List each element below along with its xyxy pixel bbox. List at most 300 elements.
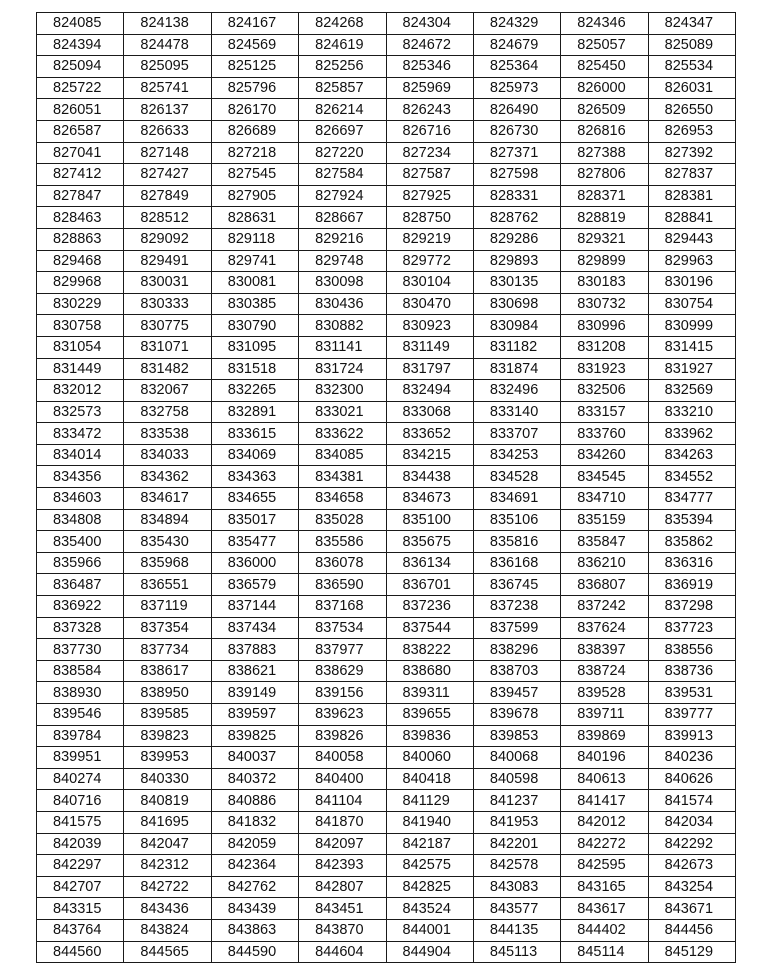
table-cell: 831449 (37, 358, 124, 380)
table-cell: 842707 (37, 876, 124, 898)
table-cell: 837544 (386, 617, 473, 639)
table-cell: 840330 (124, 768, 211, 790)
table-row (37, 725, 736, 747)
table-cell: 834263 (648, 444, 735, 466)
table-cell: 826953 (648, 120, 735, 142)
table-cell: 827545 (211, 164, 298, 186)
table-cell: 824304 (386, 13, 473, 35)
table-cell: 834603 (37, 488, 124, 510)
table-cell: 826051 (37, 99, 124, 121)
table-cell: 841953 (473, 811, 560, 833)
table-cell: 834069 (211, 444, 298, 466)
table-cell: 838222 (386, 639, 473, 661)
table-cell: 825256 (299, 56, 386, 78)
table-cell: 841574 (648, 790, 735, 812)
table-row (37, 747, 736, 769)
table-row (37, 423, 736, 445)
table-cell: 827847 (37, 185, 124, 207)
table-cell: 842097 (299, 833, 386, 855)
table-cell: 829216 (299, 228, 386, 250)
table-cell: 825722 (37, 77, 124, 99)
table-cell: 827427 (124, 164, 211, 186)
table-cell: 836579 (211, 574, 298, 596)
table-row (37, 228, 736, 250)
table-cell: 839156 (299, 682, 386, 704)
table-row (37, 811, 736, 833)
table-cell: 832265 (211, 380, 298, 402)
table-cell: 839655 (386, 704, 473, 726)
table-row (37, 34, 736, 56)
table-row (37, 466, 736, 488)
table-row (37, 293, 736, 315)
table-cell: 824679 (473, 34, 560, 56)
table-cell: 838584 (37, 660, 124, 682)
table-cell: 837534 (299, 617, 386, 639)
table-cell: 831182 (473, 336, 560, 358)
table-cell: 840613 (561, 768, 648, 790)
table-cell: 837624 (561, 617, 648, 639)
table-cell: 838629 (299, 660, 386, 682)
table-cell: 836134 (386, 552, 473, 574)
table-cell: 837723 (648, 617, 735, 639)
table-cell: 829963 (648, 250, 735, 272)
table-row (37, 207, 736, 229)
table-cell: 828631 (211, 207, 298, 229)
table-cell: 826490 (473, 99, 560, 121)
table-cell: 826716 (386, 120, 473, 142)
table-cell: 824478 (124, 34, 211, 56)
table-cell: 831095 (211, 336, 298, 358)
table-cell: 827220 (299, 142, 386, 164)
table-cell: 833962 (648, 423, 735, 445)
table-cell: 842292 (648, 833, 735, 855)
table-cell: 839149 (211, 682, 298, 704)
table-cell: 838950 (124, 682, 211, 704)
table-cell: 837144 (211, 596, 298, 618)
table-cell: 837236 (386, 596, 473, 618)
table-cell: 839836 (386, 725, 473, 747)
table-cell: 840418 (386, 768, 473, 790)
table-cell: 834710 (561, 488, 648, 510)
table-row (37, 855, 736, 877)
table-cell: 838930 (37, 682, 124, 704)
table-cell: 833652 (386, 423, 473, 445)
table-row (37, 876, 736, 898)
table-cell: 834362 (124, 466, 211, 488)
table-cell: 829468 (37, 250, 124, 272)
table-cell: 835816 (473, 531, 560, 553)
table-cell: 839528 (561, 682, 648, 704)
table-cell: 830775 (124, 315, 211, 337)
table-cell: 836168 (473, 552, 560, 574)
table-row (37, 250, 736, 272)
table-row (37, 790, 736, 812)
table-cell: 839913 (648, 725, 735, 747)
table-cell: 843824 (124, 919, 211, 941)
table-cell: 843254 (648, 876, 735, 898)
table-cell: 833622 (299, 423, 386, 445)
table-cell: 825969 (386, 77, 473, 99)
table-cell: 825534 (648, 56, 735, 78)
table-cell: 841129 (386, 790, 473, 812)
table-cell: 843083 (473, 876, 560, 898)
table-cell: 841104 (299, 790, 386, 812)
table-cell: 826000 (561, 77, 648, 99)
table-cell: 828841 (648, 207, 735, 229)
table-cell: 836590 (299, 574, 386, 596)
table-cell: 827371 (473, 142, 560, 164)
table-cell: 843870 (299, 919, 386, 941)
table-cell: 839585 (124, 704, 211, 726)
table-cell: 833615 (211, 423, 298, 445)
table-cell: 839951 (37, 747, 124, 769)
table-cell: 831141 (299, 336, 386, 358)
table-cell: 830081 (211, 272, 298, 294)
table-cell: 845113 (473, 941, 560, 963)
table-cell: 844402 (561, 919, 648, 941)
table-row (37, 531, 736, 553)
table-cell: 839826 (299, 725, 386, 747)
table-cell: 833210 (648, 401, 735, 423)
table-cell: 826633 (124, 120, 211, 142)
table-cell: 828762 (473, 207, 560, 229)
table-cell: 844560 (37, 941, 124, 963)
table-cell: 826214 (299, 99, 386, 121)
table-cell: 827905 (211, 185, 298, 207)
table-cell: 839823 (124, 725, 211, 747)
table-cell: 840598 (473, 768, 560, 790)
table-cell: 841940 (386, 811, 473, 833)
table-cell: 834260 (561, 444, 648, 466)
table-cell: 836316 (648, 552, 735, 574)
table-cell: 830183 (561, 272, 648, 294)
table-cell: 837883 (211, 639, 298, 661)
table-cell: 837354 (124, 617, 211, 639)
table-cell: 824138 (124, 13, 211, 35)
table-cell: 826816 (561, 120, 648, 142)
table-cell: 832758 (124, 401, 211, 423)
table-cell: 838617 (124, 660, 211, 682)
table-cell: 832496 (473, 380, 560, 402)
table-cell: 828512 (124, 207, 211, 229)
table-cell: 836919 (648, 574, 735, 596)
table-cell: 839311 (386, 682, 473, 704)
table-cell: 841832 (211, 811, 298, 833)
table-cell: 825346 (386, 56, 473, 78)
table-cell: 844904 (386, 941, 473, 963)
table-cell: 829118 (211, 228, 298, 250)
table-cell: 839953 (124, 747, 211, 769)
table-cell: 824268 (299, 13, 386, 35)
table-cell: 840372 (211, 768, 298, 790)
table-cell: 839853 (473, 725, 560, 747)
table-cell: 832494 (386, 380, 473, 402)
table-cell: 832569 (648, 380, 735, 402)
table-cell: 827849 (124, 185, 211, 207)
table-cell: 825125 (211, 56, 298, 78)
table-cell: 842722 (124, 876, 211, 898)
table-cell: 837119 (124, 596, 211, 618)
table-cell: 836551 (124, 574, 211, 596)
table-cell: 824569 (211, 34, 298, 56)
table-cell: 836078 (299, 552, 386, 574)
table-cell: 841870 (299, 811, 386, 833)
table-cell: 829219 (386, 228, 473, 250)
table-cell: 842312 (124, 855, 211, 877)
table-cell: 840716 (37, 790, 124, 812)
table-cell: 829893 (473, 250, 560, 272)
table-cell: 837730 (37, 639, 124, 661)
table-row (37, 401, 736, 423)
table-cell: 835159 (561, 509, 648, 531)
table-cell: 835847 (561, 531, 648, 553)
table-cell: 829491 (124, 250, 211, 272)
table-cell: 844456 (648, 919, 735, 941)
table-cell: 830385 (211, 293, 298, 315)
table-cell: 827598 (473, 164, 560, 186)
table-cell: 834673 (386, 488, 473, 510)
table-cell: 825364 (473, 56, 560, 78)
table-cell: 840058 (299, 747, 386, 769)
table-cell: 836745 (473, 574, 560, 596)
table-cell: 830790 (211, 315, 298, 337)
table-cell: 831054 (37, 336, 124, 358)
table-cell: 834617 (124, 488, 211, 510)
table-cell: 833760 (561, 423, 648, 445)
table-cell: 843315 (37, 898, 124, 920)
table-cell: 830436 (299, 293, 386, 315)
table-row (37, 77, 736, 99)
table-cell: 835586 (299, 531, 386, 553)
table-cell: 842187 (386, 833, 473, 855)
table-cell: 827924 (299, 185, 386, 207)
table-cell: 831482 (124, 358, 211, 380)
table-cell: 826689 (211, 120, 298, 142)
table-cell: 833472 (37, 423, 124, 445)
table-cell: 828750 (386, 207, 473, 229)
table-cell: 833021 (299, 401, 386, 423)
table-cell: 833068 (386, 401, 473, 423)
table-cell: 827234 (386, 142, 473, 164)
table-cell: 832300 (299, 380, 386, 402)
table-cell: 837242 (561, 596, 648, 618)
table-cell: 830229 (37, 293, 124, 315)
table-cell: 834655 (211, 488, 298, 510)
table-cell: 835028 (299, 509, 386, 531)
table-row (37, 272, 736, 294)
table-cell: 844135 (473, 919, 560, 941)
table-cell: 839777 (648, 704, 735, 726)
table-cell: 829321 (561, 228, 648, 250)
table-cell: 825089 (648, 34, 735, 56)
table-cell: 824672 (386, 34, 473, 56)
table-cell: 842578 (473, 855, 560, 877)
table-cell: 827392 (648, 142, 735, 164)
table-cell: 843439 (211, 898, 298, 920)
table-cell: 831071 (124, 336, 211, 358)
table-cell: 834528 (473, 466, 560, 488)
table-cell: 827412 (37, 164, 124, 186)
table-cell: 842059 (211, 833, 298, 855)
table-cell: 835394 (648, 509, 735, 531)
table-cell: 841575 (37, 811, 124, 833)
table-cell: 826170 (211, 99, 298, 121)
table-cell: 827218 (211, 142, 298, 164)
table-row (37, 358, 736, 380)
table-cell: 828381 (648, 185, 735, 207)
table-cell: 844590 (211, 941, 298, 963)
table-cell: 839825 (211, 725, 298, 747)
table-row (37, 941, 736, 963)
table-cell: 839678 (473, 704, 560, 726)
table-cell: 833707 (473, 423, 560, 445)
table-cell: 843436 (124, 898, 211, 920)
table-cell: 829748 (299, 250, 386, 272)
table-cell: 835430 (124, 531, 211, 553)
table-cell: 829968 (37, 272, 124, 294)
table-cell: 840819 (124, 790, 211, 812)
table-cell: 832891 (211, 401, 298, 423)
table-cell: 836210 (561, 552, 648, 574)
table-cell: 824346 (561, 13, 648, 35)
table-row (37, 120, 736, 142)
table-cell: 839623 (299, 704, 386, 726)
table-cell: 829899 (561, 250, 648, 272)
table-cell: 835966 (37, 552, 124, 574)
table-cell: 842012 (561, 811, 648, 833)
table-cell: 827584 (299, 164, 386, 186)
table-cell: 839546 (37, 704, 124, 726)
table-cell: 836922 (37, 596, 124, 618)
table-row (37, 574, 736, 596)
table-cell: 840274 (37, 768, 124, 790)
table-row (37, 444, 736, 466)
table-row (37, 768, 736, 790)
table-cell: 841695 (124, 811, 211, 833)
table-cell: 845129 (648, 941, 735, 963)
table-cell: 833157 (561, 401, 648, 423)
table-cell: 825973 (473, 77, 560, 99)
table-cell: 842034 (648, 811, 735, 833)
table-cell: 830135 (473, 272, 560, 294)
table-row (37, 509, 736, 531)
table-cell: 841417 (561, 790, 648, 812)
table-cell: 829286 (473, 228, 560, 250)
table-cell: 827806 (561, 164, 648, 186)
table-cell: 837734 (124, 639, 211, 661)
table-row (37, 164, 736, 186)
table-cell: 837599 (473, 617, 560, 639)
table-cell: 834658 (299, 488, 386, 510)
table-cell: 835675 (386, 531, 473, 553)
table-row (37, 336, 736, 358)
table-cell: 835477 (211, 531, 298, 553)
table-row (37, 488, 736, 510)
table-row (37, 99, 736, 121)
table-row (37, 617, 736, 639)
table-row (37, 898, 736, 920)
table-cell: 826137 (124, 99, 211, 121)
table-cell: 837238 (473, 596, 560, 618)
table-cell: 834253 (473, 444, 560, 466)
table-cell: 840196 (561, 747, 648, 769)
table-cell: 825857 (299, 77, 386, 99)
table-cell: 826730 (473, 120, 560, 142)
table-cell: 828331 (473, 185, 560, 207)
table-cell: 834552 (648, 466, 735, 488)
table-cell: 838680 (386, 660, 473, 682)
table-cell: 824167 (211, 13, 298, 35)
table-cell: 831518 (211, 358, 298, 380)
table-cell: 845114 (561, 941, 648, 963)
table-cell: 827925 (386, 185, 473, 207)
table-cell: 826697 (299, 120, 386, 142)
table-cell: 832012 (37, 380, 124, 402)
table-row (37, 56, 736, 78)
table-cell: 842575 (386, 855, 473, 877)
table-cell: 830470 (386, 293, 473, 315)
table-cell: 831724 (299, 358, 386, 380)
table-cell: 844001 (386, 919, 473, 941)
table-cell: 829443 (648, 228, 735, 250)
table-row (37, 596, 736, 618)
table-cell: 839457 (473, 682, 560, 704)
table-cell: 834381 (299, 466, 386, 488)
table-cell: 825094 (37, 56, 124, 78)
table-cell: 843577 (473, 898, 560, 920)
table-cell: 839784 (37, 725, 124, 747)
table-cell: 843671 (648, 898, 735, 920)
table-cell: 842364 (211, 855, 298, 877)
table-cell: 842201 (473, 833, 560, 855)
table-cell: 832506 (561, 380, 648, 402)
table-cell: 840060 (386, 747, 473, 769)
table-cell: 837168 (299, 596, 386, 618)
table-cell: 826587 (37, 120, 124, 142)
table-cell: 830098 (299, 272, 386, 294)
table-cell: 830196 (648, 272, 735, 294)
table-cell: 834356 (37, 466, 124, 488)
table-cell: 826509 (561, 99, 648, 121)
table-cell: 826243 (386, 99, 473, 121)
table-cell: 835968 (124, 552, 211, 574)
table-cell: 830104 (386, 272, 473, 294)
table-cell: 840236 (648, 747, 735, 769)
table-cell: 839869 (561, 725, 648, 747)
table-cell: 830031 (124, 272, 211, 294)
table-row (37, 552, 736, 574)
table-cell: 832573 (37, 401, 124, 423)
table-cell: 834363 (211, 466, 298, 488)
table-cell: 842825 (386, 876, 473, 898)
table-cell: 835400 (37, 531, 124, 553)
table-cell: 828819 (561, 207, 648, 229)
table-row (37, 682, 736, 704)
table-cell: 838397 (561, 639, 648, 661)
table-cell: 825741 (124, 77, 211, 99)
table-cell: 828371 (561, 185, 648, 207)
table-cell: 830923 (386, 315, 473, 337)
table-cell: 842762 (211, 876, 298, 898)
table-cell: 829741 (211, 250, 298, 272)
table-cell: 840068 (473, 747, 560, 769)
table-cell: 843764 (37, 919, 124, 941)
table-cell: 834014 (37, 444, 124, 466)
table-cell: 827837 (648, 164, 735, 186)
table-cell: 844604 (299, 941, 386, 963)
table-cell: 840400 (299, 768, 386, 790)
table-cell: 836807 (561, 574, 648, 596)
